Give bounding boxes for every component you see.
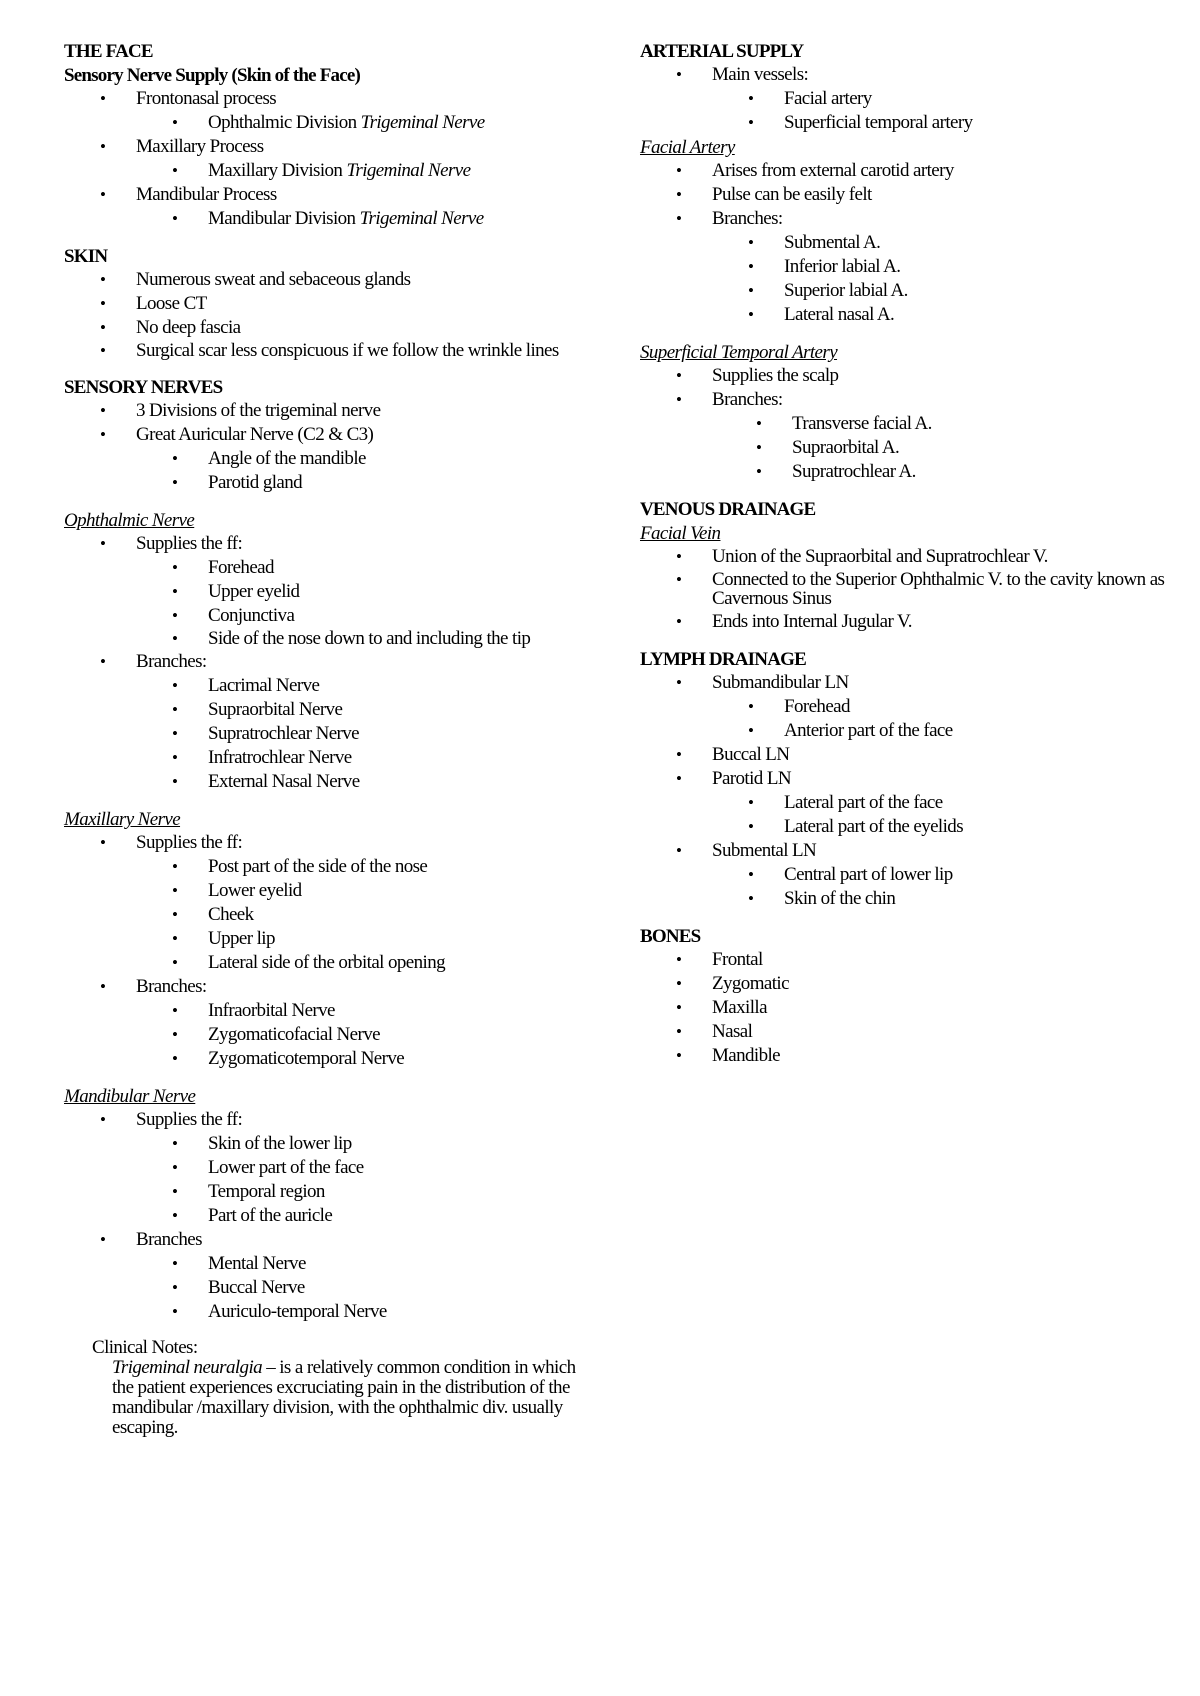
section-lymph-drainage	[640, 648, 1180, 909]
list-item: • Buccal LN	[712, 744, 1180, 765]
list-item: • Maxillary Division Trigeminal Nerve	[208, 160, 604, 181]
list-item: • Zygomaticotemporal Nerve	[208, 1048, 604, 1069]
list-item: • Lateral side of the orbital opening	[208, 952, 604, 973]
list-item: • Maxillary Process • Maxillary Division Trigeminal Nerve	[136, 136, 604, 181]
list-item: • Supplies the ff: • Forehead • Upper eyelid • Conjunctiva • Side of the nose down to and including the tip	[136, 533, 604, 648]
section-sensory-supply	[64, 40, 604, 229]
list-item: • Skin of the lower lip	[208, 1133, 604, 1154]
list-item: • Great Auricular Nerve (C2 & C3) • Angle of the mandible • Parotid gland	[136, 424, 604, 493]
list-item: • Supratrochlear A.	[792, 461, 1180, 482]
sensory-supply-heading: Sensory Nerve Supply (Skin of the Face)	[64, 65, 361, 86]
ophthalmic-heading: Ophthalmic Nerve	[64, 510, 195, 531]
lymph-heading: LYMPH DRAINAGE	[640, 649, 806, 670]
clinical-term: Trigeminal neuralgia	[112, 1357, 263, 1378]
section-mandibular-nerve	[64, 1085, 604, 1322]
section-facial-artery	[640, 136, 1180, 325]
list-item: • Buccal Nerve	[208, 1277, 604, 1298]
list-item: • Superior labial A.	[784, 280, 1180, 301]
list-item: • Supraorbital Nerve	[208, 699, 604, 720]
venous-heading: VENOUS DRAINAGE	[640, 499, 816, 520]
list-item: • Mandibular Process • Mandibular Division Trigeminal Nerve	[136, 184, 604, 229]
list-item: • Loose CT	[136, 293, 604, 314]
list-item: • Lateral part of the face	[784, 792, 1180, 813]
list-item: • Infratrochlear Nerve	[208, 747, 604, 768]
list-item: • Lateral part of the eyelids	[784, 816, 1180, 837]
left-column	[64, 40, 604, 1438]
list-item: • Angle of the mandible	[208, 448, 604, 469]
list-item: • Branches • Mental Nerve • Buccal Nerve • Auriculo-temporal Nerve	[136, 1229, 604, 1322]
list-item: • Forehead	[784, 696, 1180, 717]
list-item: • Frontal	[712, 949, 1180, 970]
arterial-heading: ARTERIAL SUPPLY	[640, 41, 804, 62]
list-item: • Mandible	[712, 1045, 1180, 1066]
list-item: • Post part of the side of the nose	[208, 856, 604, 877]
list-item: • Lower part of the face	[208, 1157, 604, 1178]
sta-heading: Superficial Temporal Artery	[640, 342, 838, 363]
bones-heading: BONES	[640, 926, 701, 947]
list-item: • Supratrochlear Nerve	[208, 723, 604, 744]
page-title: THE FACE	[64, 41, 153, 62]
list-item: • Numerous sweat and sebaceous glands	[136, 269, 604, 290]
skin-heading: SKIN	[64, 246, 108, 267]
list-item: • Zygomatic	[712, 973, 1180, 994]
list-item: • Supplies the ff: • Skin of the lower lip • Lower part of the face • Temporal region • Part of the auricle	[136, 1109, 604, 1226]
facial-artery-heading: Facial Artery	[640, 137, 735, 158]
section-bones	[640, 925, 1180, 1066]
list-item: • Branches: • Transverse facial A. • Supraorbital A. • Supratrochlear A.	[712, 389, 1180, 482]
list-item: • Branches: • Submental A. • Inferior labial A. • Superior labial A. • Lateral nasal A.	[712, 208, 1180, 325]
list-item: • Superficial temporal artery	[784, 112, 1180, 133]
list-item: • Parotid gland	[208, 472, 604, 493]
list-item: • Temporal region	[208, 1181, 604, 1202]
list-item: • Submental A.	[784, 232, 1180, 253]
list-item: • Mandibular Division Trigeminal Nerve	[208, 208, 604, 229]
clinical-notes-label: Clinical Notes:	[92, 1337, 198, 1358]
list-item: • Transverse facial A.	[792, 413, 1180, 434]
section-maxillary-nerve	[64, 808, 604, 1069]
mandibular-heading: Mandibular Nerve	[64, 1086, 196, 1107]
list-item: • Upper lip	[208, 928, 604, 949]
list-item: • Branches: • Lacrimal Nerve • Supraorbital Nerve • Supratrochlear Nerve • Infratrochlear Nerve • External Nasal Nerve	[136, 651, 604, 792]
maxillary-heading: Maxillary Nerve	[64, 809, 181, 830]
list-item: • Mental Nerve	[208, 1253, 604, 1274]
list-item: • 3 Divisions of the trigeminal nerve	[136, 400, 604, 421]
list-item: • Facial artery	[784, 88, 1180, 109]
clinical-notes-body	[112, 1358, 582, 1438]
list-item: • Parotid LN • Lateral part of the face • Lateral part of the eyelids	[712, 768, 1180, 837]
list-item: • Auriculo-temporal Nerve	[208, 1301, 604, 1322]
list-item: • Part of the auricle	[208, 1205, 604, 1226]
list-item: • Supplies the scalp	[712, 365, 1180, 386]
sensory-nerves-heading: SENSORY NERVES	[64, 377, 223, 398]
list-item: • Lacrimal Nerve	[208, 675, 604, 696]
section-venous-drainage	[640, 498, 1180, 632]
list-item: • Inferior labial A.	[784, 256, 1180, 277]
list-item: • Lateral nasal A.	[784, 304, 1180, 325]
list-item: • Union of the Supraorbital and Supratrochlear V.	[712, 546, 1180, 567]
section-arterial-supply	[640, 40, 1180, 133]
list-item: • Connected to the Superior Ophthalmic V. to the cavity known as Cavernous Sinus	[712, 570, 1180, 608]
list-item: • Zygomaticofacial Nerve	[208, 1024, 604, 1045]
list-item: • Forehead	[208, 557, 604, 578]
list-item: • Main vessels: • Facial artery • Superficial temporal artery	[712, 64, 1180, 133]
list-item: • Nasal	[712, 1021, 1180, 1042]
list-item: • Branches: • Infraorbital Nerve • Zygomaticofacial Nerve • Zygomaticotemporal Nerve	[136, 976, 604, 1069]
section-sensory-nerves	[64, 376, 604, 493]
clinical-text: – is a relatively common condition in which the patient experiences excruciating pain in the distribution of the mandibular /maxillary division, with the ophthalmic div. usually escaping.	[112, 1357, 576, 1438]
list-item: • Skin of the chin	[784, 888, 1180, 909]
list-item: • Upper eyelid	[208, 581, 604, 602]
list-item: • Conjunctiva	[208, 605, 604, 626]
list-item: • Central part of lower lip	[784, 864, 1180, 885]
section-superficial-temporal-artery	[640, 341, 1180, 482]
list-item: • External Nasal Nerve	[208, 771, 604, 792]
list-item: • Frontonasal process • Ophthalmic Division Trigeminal Nerve	[136, 88, 604, 133]
right-column	[640, 40, 1180, 1082]
section-skin	[64, 245, 604, 360]
list-item: • Submental LN • Central part of lower lip • Skin of the chin	[712, 840, 1180, 909]
list-item: • Anterior part of the face	[784, 720, 1180, 741]
list-item: • Pulse can be easily felt	[712, 184, 1180, 205]
list-item: • Maxilla	[712, 997, 1180, 1018]
list-item: • Surgical scar less conspicuous if we follow the wrinkle lines	[136, 341, 604, 360]
list-item: • No deep fascia	[136, 317, 604, 338]
list-item: • Arises from external carotid artery	[712, 160, 1180, 181]
clinical-notes	[92, 1338, 604, 1438]
list-item: • Ends into Internal Jugular V.	[712, 611, 1180, 632]
list-item: • Side of the nose down to and including the tip	[208, 629, 604, 648]
list-item: • Cheek	[208, 904, 604, 925]
list-item: • Supplies the ff: • Post part of the side of the nose • Lower eyelid • Cheek • Upper lip • Lateral side of the orbital opening	[136, 832, 604, 973]
facial-vein-heading: Facial Vein	[640, 523, 721, 544]
list-item: • Ophthalmic Division Trigeminal Nerve	[208, 112, 604, 133]
section-ophthalmic-nerve	[64, 509, 604, 792]
list-item: • Infraorbital Nerve	[208, 1000, 604, 1021]
list-item: • Supraorbital A.	[792, 437, 1180, 458]
list-item: • Submandibular LN • Forehead • Anterior part of the face	[712, 672, 1180, 741]
list-item: • Lower eyelid	[208, 880, 604, 901]
